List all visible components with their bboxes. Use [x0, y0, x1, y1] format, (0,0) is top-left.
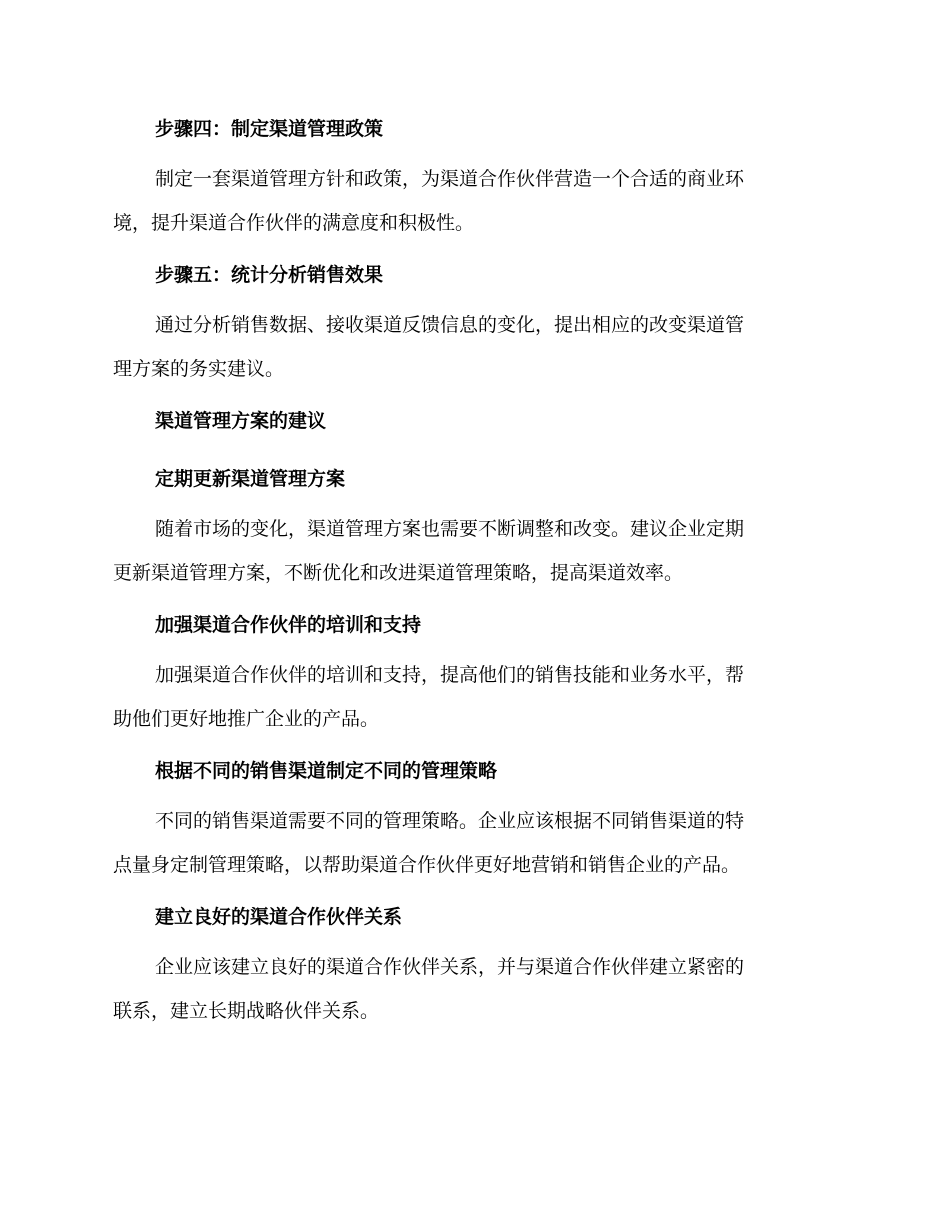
section-heading: 加强渠道合作伙伴的培训和支持	[155, 614, 422, 636]
body-paragraph: 加强渠道合作伙伴的培训和支持，提高他们的销售技能和业务水平，帮 助他们更好地推广企业的产品。	[113, 664, 745, 730]
section-heading: 步骤五：统计分析销售效果	[155, 264, 384, 286]
body-paragraph: 通过分析销售数据、接收渠道反馈信息的变化，提出相应的改变渠道管 理方案的务实建议。	[113, 314, 745, 380]
section-heading: 定期更新渠道管理方案	[155, 468, 346, 490]
section-heading: 根据不同的销售渠道制定不同的管理策略	[155, 760, 498, 782]
body-paragraph: 企业应该建立良好的渠道合作伙伴关系，并与渠道合作伙伴建立紧密的 联系，建立长期战略伙伴关系。	[113, 956, 745, 1022]
section-heading: 建立良好的渠道合作伙伴关系	[155, 906, 403, 928]
body-paragraph: 随着市场的变化，渠道管理方案也需要不断调整和改变。建议企业定期 更新渠道管理方案，不断优化和改进渠道管理策略，提高渠道效率。	[113, 518, 745, 584]
chapter-heading: 渠道管理方案的建议	[155, 410, 327, 432]
body-paragraph: 不同的销售渠道需要不同的管理策略。企业应该根据不同销售渠道的特 点量身定制管理策略，以帮助渠道合作伙伴更好地营销和销售企业的产品。	[113, 810, 745, 876]
body-paragraph: 制定一套渠道管理方针和政策，为渠道合作伙伴营造一个合适的商业环 境，提升渠道合作伙伴的满意度和积极性。	[113, 168, 745, 234]
section-heading: 步骤四：制定渠道管理政策	[155, 118, 384, 140]
